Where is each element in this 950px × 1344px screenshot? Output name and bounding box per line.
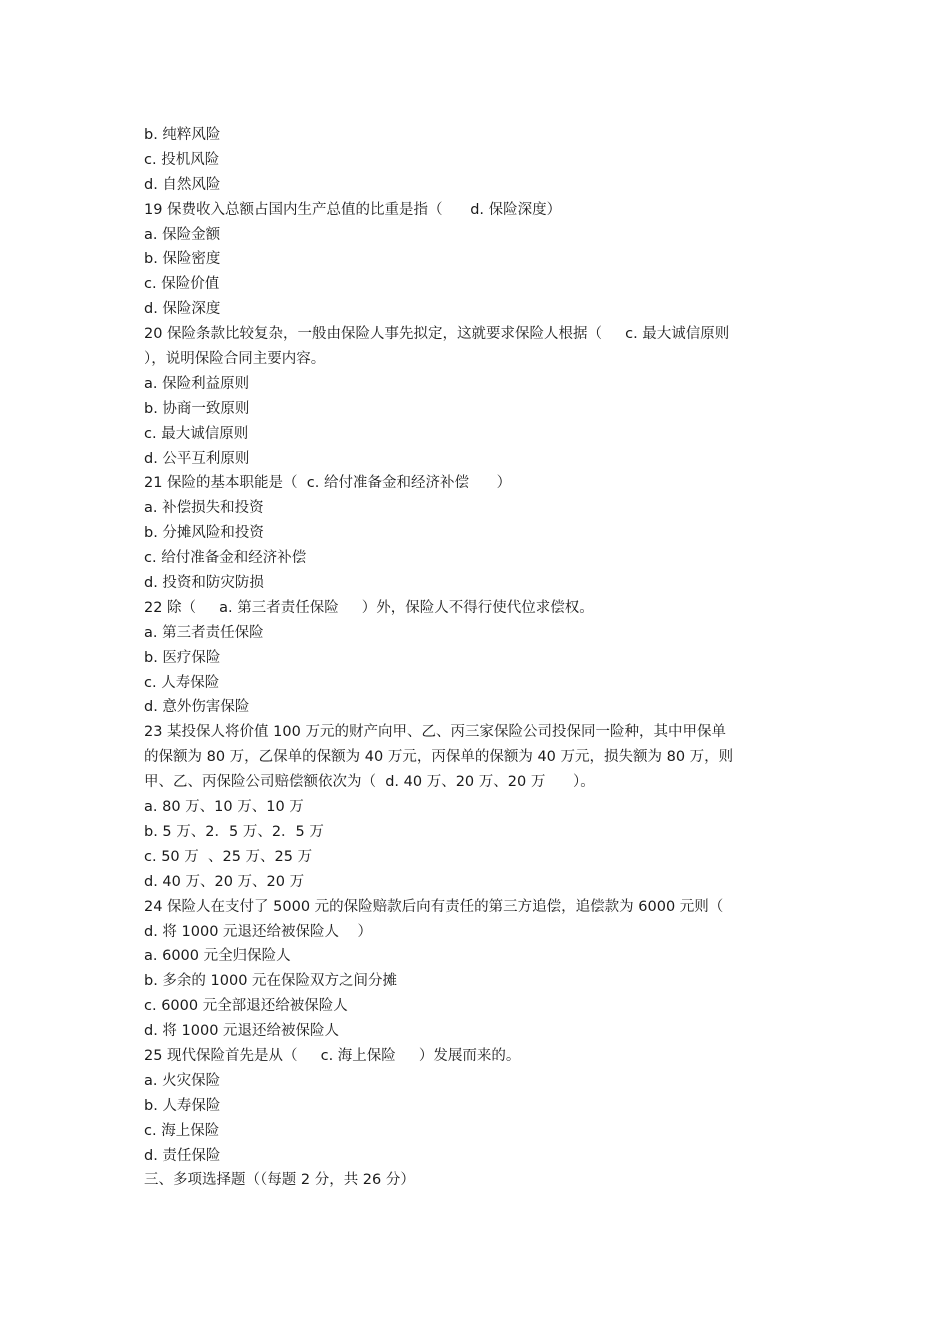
text-line: 甲、乙、丙保险公司赔偿额依次为（ d. 40 万、20 万、20 万 ）。 [144, 774, 595, 791]
document-page [144, 123, 806, 1193]
question-19: 19 保费收入总额占国内生产总值的比重是指（ d. 保险深度） [144, 201, 562, 218]
text-line: d. 将 1000 元退还给被保险人 [144, 1023, 340, 1040]
text-line: 的保额为 80 万，乙保单的保额为 40 万元，丙保单的保额为 40 万元，损失额为 80 万，则 [144, 749, 734, 766]
text-line: c. 6000 元全部退还给被保险人 [144, 998, 348, 1015]
text-line: a. 保险利益原则 [144, 375, 250, 392]
text-line: d. 40 万、20 万、20 万 [144, 873, 305, 890]
question-25: 25 现代保险首先是从（ c. 海上保险 ）发展而来的。 [144, 1047, 521, 1064]
text-line: a. 6000 元全归保险人 [144, 948, 291, 965]
text-line: c. 最大诚信原则 [144, 425, 249, 442]
text-line: d. 将 1000 元退还给被保险人 ） [144, 923, 372, 940]
text-line: c. 海上保险 [144, 1122, 220, 1139]
question-24: 24 保险人在支付了 5000 元的保险赔款后向有责任的第三方追偿，追偿款为 6000 元则（ [144, 898, 724, 915]
text-line: c. 50 万 、25 万、25 万 [144, 848, 313, 865]
text-line: a. 补偿损失和投资 [144, 500, 264, 517]
question-23: 23 某投保人将价值 100 万元的财产向甲、乙、丙三家保险公司投保同一险种，其中甲保单 [144, 724, 726, 741]
question-20: 20 保险条款比较复杂，一般由保险人事先拟定，这就要求保险人根据（ c. 最大诚信原则 [144, 326, 730, 343]
text-line: d. 投资和防灾防损 [144, 575, 264, 592]
text-line: b. 医疗保险 [144, 649, 221, 666]
question-22: 22 除（ a. 第三者责任保险 ）外，保险人不得行使代位求偿权。 [144, 599, 594, 616]
text-line: d. 自然风险 [144, 176, 221, 193]
text-line: ），说明保险合同主要内容。 [144, 351, 326, 368]
text-line: d. 意外伤害保险 [144, 699, 250, 716]
text-line: a. 第三者责任保险 [144, 624, 264, 641]
text-line: d. 责任保险 [144, 1147, 221, 1164]
text-line: b. 纯粹风险 [144, 127, 221, 143]
text-line: c. 人寿保险 [144, 674, 220, 691]
text-line: b. 分摊风险和投资 [144, 525, 264, 542]
text-line: c. 投机风险 [144, 151, 220, 168]
text-line: b. 多余的 1000 元在保险双方之间分摊 [144, 973, 398, 990]
text-line: d. 保险深度 [144, 301, 221, 318]
text-line: a. 80 万、10 万、10 万 [144, 799, 304, 816]
text-line: b. 人寿保险 [144, 1097, 221, 1114]
text-line: b. 保险密度 [144, 251, 221, 268]
question-21: 21 保险的基本职能是（ c. 给付准备金和经济补偿 ） [144, 475, 512, 492]
section-heading: 三、多项选择题（（每题 2 分，共 26 分） [144, 1172, 415, 1189]
text-line: b. 5 万、2．5 万、2．5 万 [144, 823, 324, 840]
text-line: d. 公平互利原则 [144, 450, 250, 467]
text-line: a. 火灾保险 [144, 1072, 221, 1089]
text-line: c. 给付准备金和经济补偿 [144, 550, 307, 567]
text-line: b. 协商一致原则 [144, 400, 250, 417]
text-line: c. 保险价值 [144, 276, 220, 293]
text-line: a. 保险金额 [144, 226, 221, 243]
